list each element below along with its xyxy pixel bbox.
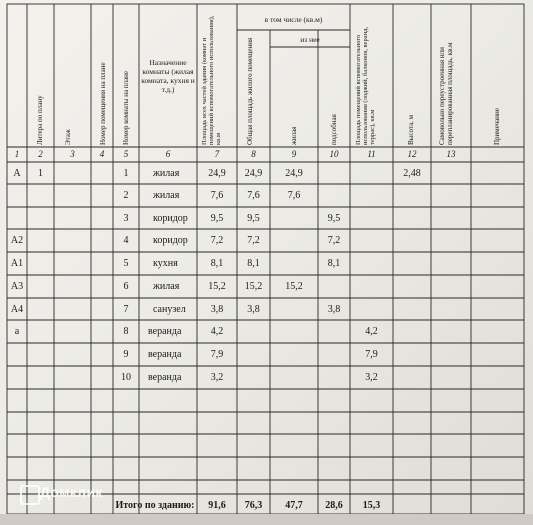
- header-litera: Литера по плану: [36, 95, 44, 145]
- header-naznachenie: Назначение комнаты (жилая комната, кухня и т.д.): [141, 58, 195, 94]
- table-cell-naznachenie: веранда: [148, 326, 182, 337]
- totals-obshchaya: 76,3: [244, 499, 263, 511]
- table-cell-naznachenie: жилая: [153, 167, 180, 179]
- table-cell-komnata: 7: [123, 303, 129, 315]
- page-bottom-edge: [0, 514, 533, 525]
- table-cell-komnata: 8: [123, 326, 129, 337]
- table-cell-komnata: 4: [123, 235, 129, 246]
- table-cell-obshchaya: 7,2: [247, 235, 260, 246]
- table-cell-obshchaya: 3,8: [247, 303, 260, 315]
- header-nomer-komnaty: Номер комнаты на плане: [122, 70, 130, 145]
- table-cell-litera: А1: [10, 258, 24, 269]
- table-cell-ploshchad: 8,1: [210, 258, 224, 269]
- table-cell-podsobnaya: 9,5: [327, 212, 341, 224]
- colnum-9: 9: [291, 149, 297, 159]
- colnum-5: 5: [123, 149, 129, 159]
- totals-veranda: 15,3: [362, 499, 381, 511]
- table-cell-litera: А4: [10, 303, 24, 315]
- table-cell-obshchaya: 9,5: [247, 212, 260, 224]
- table-cell-podsobnaya: 7,2: [327, 235, 341, 246]
- table-cell-obshchaya: 24,9: [244, 167, 263, 179]
- colnum-12: 12: [407, 149, 417, 159]
- colnum-11: 11: [367, 149, 376, 159]
- table-cell-ploshchad: 3,8: [210, 303, 224, 315]
- header-ploshchad-vsekh: Площадь всех частей здания (комнат и помещений вспомогательного использования), кв.м: [201, 15, 222, 145]
- colnum-6: 6: [165, 149, 171, 159]
- table-cell-komnata: 9: [123, 349, 129, 360]
- colnum-10: 10: [329, 149, 339, 159]
- table-cell-naznachenie: коридор: [153, 235, 188, 246]
- table-cell-naznachenie: веранда: [148, 349, 182, 360]
- table-cell-zhilaya: 24,9: [285, 167, 303, 179]
- table-cell-obshchaya: 7,6: [247, 190, 260, 201]
- totals-zhilaya: 47,7: [285, 499, 303, 511]
- header-obshchaya: Общая площадь жилого помещения: [246, 37, 254, 145]
- colnum-13: 13: [446, 149, 456, 159]
- table-cell-ploshchad: 4,2: [210, 326, 224, 337]
- colnum-1: 1: [14, 149, 20, 159]
- colnum-7: 7: [214, 149, 220, 159]
- table-cell-naznachenie: санузел: [153, 303, 186, 315]
- header-zhilaya: жилая: [290, 126, 298, 145]
- table-cell-podsobnaya: 3,8: [327, 303, 341, 315]
- table-cell-ploshchad: 9,5: [210, 212, 224, 224]
- header-samovolno: Самовольно переустроенная или перепланированная площадь, кв.м: [438, 42, 454, 145]
- table-cell-naznachenie: веранда: [148, 372, 182, 383]
- watermark-text: Домклик: [40, 484, 103, 500]
- header-etazh: Этаж: [64, 129, 72, 145]
- table-cell-veranda: 3,2: [365, 372, 378, 383]
- header-nomer-pomeshcheniya: Номер помещения на плане: [99, 62, 107, 145]
- table-cell-naznachenie: кухня: [153, 258, 178, 269]
- header-primechanie: Примечание: [493, 108, 501, 145]
- table-cell-ploshchad: 7,9: [210, 349, 224, 360]
- table-cell-ploshchad: 24,9: [208, 167, 226, 179]
- totals-label: Итого по зданию:: [115, 499, 195, 511]
- table-cell-ploshchad: 7,6: [210, 190, 224, 201]
- header-vysota: Высота, м: [407, 114, 415, 145]
- table-cell-litera: а: [14, 326, 20, 337]
- table-cell-etazh: 1: [38, 167, 43, 179]
- table-cell-zhilaya: 7,6: [287, 190, 301, 201]
- table-cell-litera: А2: [10, 235, 24, 246]
- table-cell-komnata: 6: [123, 281, 129, 292]
- table-cell-ploshchad: 15,2: [208, 281, 226, 292]
- table-cell-vysota: 2,48: [403, 167, 421, 179]
- table-cell-veranda: 7,9: [365, 349, 378, 360]
- table-cell-zhilaya: 15,2: [285, 281, 303, 292]
- table-cell-litera: А3: [10, 281, 24, 292]
- domclick-logo-icon: [20, 485, 40, 505]
- table-cell-komnata: 5: [123, 258, 129, 269]
- table-cell-ploshchad: 3,2: [210, 372, 224, 383]
- header-iz-nee: из нее: [300, 35, 320, 44]
- table-cell-naznachenie: жилая: [153, 190, 180, 201]
- colnum-4: 4: [99, 149, 105, 159]
- colnum-8: 8: [251, 149, 256, 159]
- table-cell-litera: А: [13, 167, 21, 179]
- header-vspomog: Площадь помещений вспомогательного использования (лоджий, балконов, веранд, террас), кв.м: [355, 27, 376, 145]
- table-cell-naznachenie: коридор: [153, 212, 188, 224]
- header-v-tom-chisle: в том числе (кв.м): [264, 15, 323, 24]
- table-cell-podsobnaya: 8,1: [327, 258, 341, 269]
- colnum-3: 3: [70, 149, 75, 159]
- table-cell-komnata: 3: [123, 212, 129, 224]
- table-cell-komnata: 1: [123, 167, 129, 179]
- table-cell-veranda: 4,2: [365, 326, 378, 337]
- table-cell-ploshchad: 7,2: [210, 235, 224, 246]
- totals-podsobnaya: 28,6: [325, 499, 343, 511]
- table-cell-obshchaya: 15,2: [244, 281, 263, 292]
- table-cell-komnata: 2: [123, 190, 129, 201]
- colnum-2: 2: [38, 149, 43, 159]
- totals-ploshchad: 91,6: [208, 499, 226, 511]
- table-cell-komnata: 10: [121, 372, 131, 383]
- table-cell-naznachenie: жилая: [153, 281, 180, 292]
- header-podsobnaya: подсобная: [330, 114, 338, 145]
- table-cell-obshchaya: 8,1: [247, 258, 260, 269]
